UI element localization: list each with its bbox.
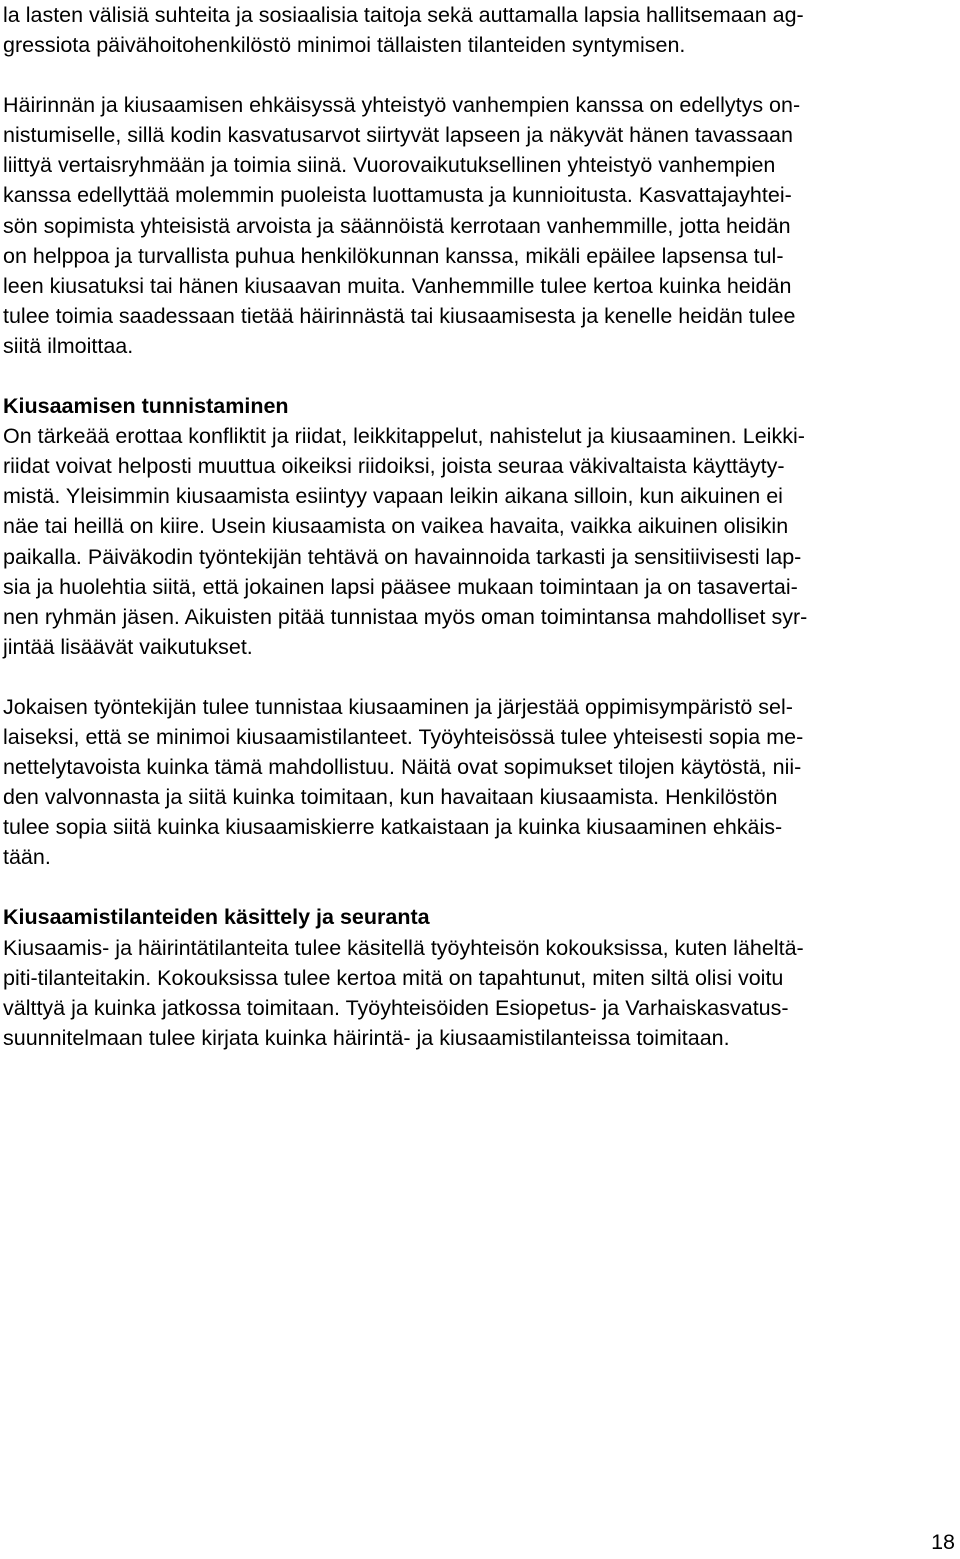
text-line: tään.: [3, 845, 51, 870]
section-recognition: [3, 391, 957, 662]
text-line: mistä. Yleisimmin kiusaamista esiintyy vapaan leikin aikana silloin, kun aikuinen ei: [3, 484, 783, 509]
paragraph-spacer: [3, 872, 957, 902]
text-line: la lasten välisiä suhteita ja sosiaalisia taitoja sekä auttamalla lapsia hallitsemaan ag-: [3, 3, 804, 27]
text-line: nen ryhmän jäsen. Aikuisten pitää tunnistaa myös oman toimintansa mahdolliset syr-: [3, 604, 808, 629]
section-heading-handling: Kiusaamistilanteiden käsittely ja seuranta: [3, 905, 430, 930]
text-line: laiseksi, että se minimoi kiusaamistilanteet. Työyhteisössä tulee yhteisesti sopia me-: [3, 724, 804, 749]
text-line: välttyä ja kuinka jatkossa toimitaan. Työyhteisöiden Esiopetus- ja Varhaiskasvatus-: [3, 995, 789, 1020]
text-line: nistumiselle, sillä kodin kasvatusarvot siirtyvät lapseen ja näkyvät hänen tavassaan: [3, 123, 793, 148]
text-line: siitä ilmoittaa.: [3, 333, 134, 358]
text-line: sön sopimista yhteisistä arvoista ja säännöistä kerrotaan vanhemmille, jotta heidän: [3, 213, 791, 238]
text-line: leen kiusatuksi tai hänen kiusaavan muita. Vanhemmille tulee kertoa kuinka heidän: [3, 273, 792, 298]
text-line: suunnitelmaan tulee kirjata kuinka häirintä- ja kiusaamistilanteissa toimitaan.: [3, 1025, 730, 1050]
text-line: den valvonnasta ja siitä kuinka toimitaan, kun havaitaan kiusaamista. Henkilöstön: [3, 785, 778, 810]
page-number: 18: [931, 1530, 955, 1554]
text-line: nettelytavoista kuinka tämä mahdollistuu. Näitä ovat sopimukset tilojen käytöstä, nii-: [3, 755, 802, 780]
text-line: Jokaisen työntekijän tulee tunnistaa kiusaaminen ja järjestää oppimisympäristö sel-: [3, 694, 793, 719]
text-line: näe tai heillä on kiire. Usein kiusaamista on vaikea havaita, vaikka aikuinen olisikin: [3, 514, 789, 539]
text-line: jintää lisäävät vaikutukset.: [3, 634, 253, 659]
paragraph-spacer: [3, 60, 957, 90]
paragraph-intro-continuation: [3, 0, 957, 60]
text-line: Häirinnän ja kiusaamisen ehkäisyssä yhteistyö vanhempien kanssa on edellytys on-: [3, 93, 801, 118]
paragraph-staff-responsibility: [3, 692, 957, 873]
document-page: [3, 0, 957, 1053]
text-line: kanssa edellyttää molemmin puoleista luottamusta ja kunnioitusta. Kasvattajayhtei-: [3, 183, 792, 208]
paragraph-spacer: [3, 361, 957, 391]
text-line: paikalla. Päiväkodin työntekijän tehtävä on havainnoida tarkasti ja sensitiivisesti lap-: [3, 544, 802, 569]
text-line: sia ja huolehtia siitä, että jokainen lapsi pääsee mukaan toimintaan ja on tasavertai-: [3, 574, 798, 599]
paragraph-parent-cooperation: [3, 90, 957, 361]
text-line: On tärkeää erottaa konfliktit ja riidat, leikkitappelut, nahistelut ja kiusaaminen. Leikki-: [3, 424, 805, 449]
text-line: riidat voivat helposti muuttua oikeiksi riidoiksi, joista seuraa väkivaltaista käyttäyty-: [3, 454, 785, 479]
paragraph-spacer: [3, 662, 957, 692]
section-heading-recognition: Kiusaamisen tunnistaminen: [3, 394, 289, 419]
text-line: on helppoa ja turvallista puhua henkilökunnan kanssa, mikäli epäilee lapsensa tul-: [3, 243, 784, 268]
text-line: tulee toimia saadessaan tietää häirinnästä tai kiusaamisesta ja kenelle heidän tulee: [3, 303, 796, 328]
text-line: piti-tilanteitakin. Kokouksissa tulee kertoa mitä on tapahtunut, miten siltä olisi voitu: [3, 965, 784, 990]
text-line: Kiusaamis- ja häirintätilanteita tulee käsitellä työyhteisön kokouksissa, kuten läheltä-: [3, 935, 804, 960]
section-handling: [3, 902, 957, 1052]
text-line: liittyä vertaisryhmään ja toimia siinä. Vuorovaikutuksellinen yhteistyö vanhempien: [3, 153, 776, 178]
text-line: tulee sopia siitä kuinka kiusaamiskierre katkaistaan ja kuinka kiusaaminen ehkäis-: [3, 815, 783, 840]
text-line: gressiota päivähoitohenkilöstö minimoi tällaisten tilanteiden syntymisen.: [3, 33, 686, 58]
